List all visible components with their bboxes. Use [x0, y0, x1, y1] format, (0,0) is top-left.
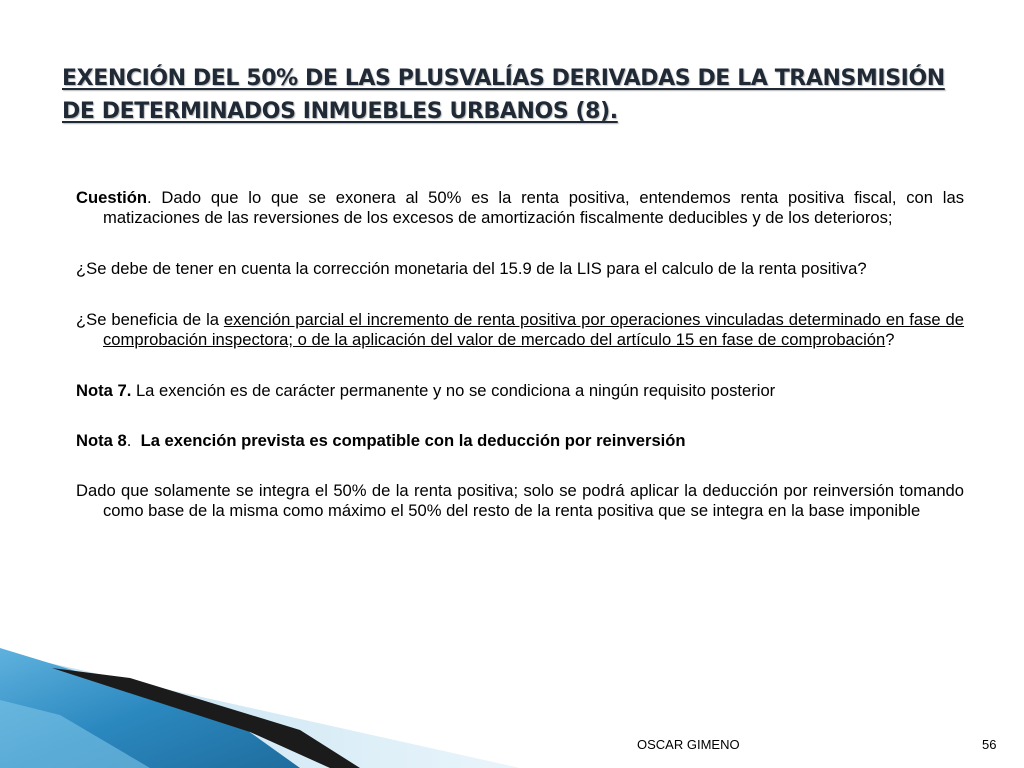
paragraph-nota-8 [76, 431, 964, 451]
paragraph-operaciones-vinculadas [76, 310, 964, 350]
paragraph-deduccion-reinversion [76, 481, 964, 521]
vinculadas-underlined: exención parcial el incremento de renta positiva por operaciones vinculadas determinado en fase de comprobación inspectora; o de la aplicación del valor de mercado del artículo 15 en fase de comprobación [103, 310, 965, 349]
deco-dark-stripe [52, 668, 360, 768]
correccion-text: ¿Se debe de tener en cuenta la corrección monetaria del 15.9 de la LIS para el calculo de la renta positiva? [76, 259, 867, 278]
nota8-text: La exención prevista es compatible con la deducción por reinversión [140, 431, 686, 450]
nota8-sep: . [126, 431, 141, 450]
vinculadas-post: ? [885, 330, 895, 349]
paragraph-correccion-monetaria [76, 259, 964, 279]
nota7-label: Nota 7. [76, 381, 132, 400]
reinversion-text: Dado que solamente se integra el 50% de la renta positiva; solo se podrá aplicar la deducción por reinversión tomando como base de la misma como máximo el 50% del resto de la renta positiva que se integra en la base imponible [76, 481, 964, 520]
deco-blue-band [0, 648, 300, 768]
paragraph-nota-7 [76, 381, 964, 401]
deco-light-band [0, 652, 520, 768]
slide-title: EXENCIÓN DEL 50% DE LAS PLUSVALÍAS DERIVADAS DE LA TRANSMISIÓN DE DETERMINADOS INMUEBLES URBANOS (8). [62, 66, 945, 124]
cuestion-text: . Dado que lo que se exonera al 50% es la renta positiva, entendemos renta positiva fiscal, con las matizaciones de las reversiones de los excesos de amortización fiscalmente deducibles y de los deterioros; [103, 188, 964, 227]
footer-author: OSCAR GIMENO [637, 737, 740, 752]
vinculadas-pre: ¿Se beneficia de la [76, 310, 224, 329]
nota8-label: Nota 8 [76, 431, 127, 450]
paragraph-cuestion [76, 188, 964, 228]
deco-highlight [0, 700, 150, 768]
nota7-text: La exención es de carácter permanente y no se condiciona a ningún requisito posterior [131, 381, 776, 400]
page-number: 56 [982, 737, 997, 752]
cuestion-label: Cuestión [76, 188, 147, 207]
slide-body [76, 188, 964, 552]
